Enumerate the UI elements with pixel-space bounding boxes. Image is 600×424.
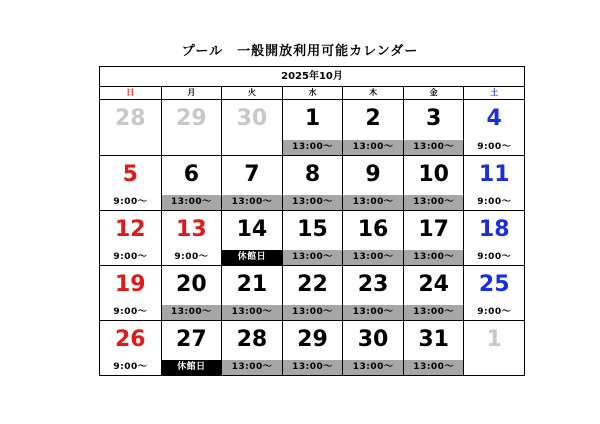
day-number: 5 [122, 162, 138, 187]
weekday-label: 金 [403, 87, 464, 99]
calendar-grid [100, 100, 524, 375]
day-number: 29 [176, 106, 207, 131]
weekday-label: 木 [342, 87, 403, 99]
closed-day-label: 休館日 [222, 250, 282, 265]
day-number: 17 [418, 217, 449, 242]
calendar-day-cell [161, 320, 222, 375]
calendar-day-cell [342, 320, 403, 375]
day-number: 28 [114, 106, 146, 131]
day-number: 7 [244, 162, 260, 187]
calendar-day-cell [403, 210, 464, 265]
day-number: 20 [176, 272, 207, 297]
calendar-day-cell [100, 320, 161, 375]
closed-day-label: 休館日 [162, 360, 222, 375]
day-number: 3 [425, 106, 442, 131]
day-number: 25 [478, 272, 510, 297]
open-time-label: 9:00～ [477, 307, 512, 317]
day-number: 1 [304, 106, 321, 131]
day-number: 24 [418, 272, 449, 297]
calendar-day-cell [282, 320, 343, 375]
calendar-day-cell [282, 100, 343, 155]
day-number: 16 [357, 217, 389, 242]
calendar-day-cell [221, 100, 282, 155]
day-number: 22 [297, 272, 328, 297]
calendar-day-cell [463, 100, 524, 155]
day-number: 10 [418, 162, 449, 187]
day-number: 2 [365, 106, 381, 131]
calendar-day-cell [342, 100, 403, 155]
calendar-day-cell [100, 210, 161, 265]
day-number: 4 [486, 106, 502, 131]
open-time-label: 13:00～ [343, 360, 403, 375]
calendar-day-cell [463, 155, 524, 210]
day-number: 14 [236, 217, 268, 242]
open-time-label: 13:00～ [283, 360, 343, 375]
day-number: 31 [418, 327, 449, 352]
day-number: 23 [357, 272, 389, 297]
calendar-day-cell [282, 210, 343, 265]
open-time-label: 13:00～ [404, 140, 464, 155]
day-number: 30 [357, 327, 389, 352]
open-time-label: 9:00～ [477, 197, 512, 207]
open-time-label: 9:00～ [113, 362, 148, 372]
weekday-label: 火 [221, 87, 282, 99]
calendar-day-cell [282, 265, 343, 320]
day-number: 11 [478, 162, 510, 187]
open-time-label: 13:00～ [404, 195, 464, 210]
calendar-day-cell [100, 100, 161, 155]
weekday-label: 月 [161, 87, 222, 99]
calendar-day-cell [161, 100, 222, 155]
open-time-label: 9:00～ [477, 142, 512, 152]
day-number: 21 [236, 272, 268, 297]
open-time-label: 13:00～ [283, 250, 343, 265]
calendar-day-cell [221, 155, 282, 210]
weekday-header-row [100, 87, 524, 100]
calendar-day-cell [463, 320, 524, 375]
open-time-label: 9:00～ [113, 307, 148, 317]
weekday-label: 水 [282, 87, 343, 99]
open-time-label: 13:00～ [404, 250, 464, 265]
day-number: 19 [114, 272, 146, 297]
open-time-label: 9:00～ [113, 252, 148, 262]
calendar-month-header: 2025年10月 [100, 67, 524, 87]
calendar-day-cell [100, 155, 161, 210]
calendar-day-cell [463, 210, 524, 265]
calendar-day-cell [342, 155, 403, 210]
calendar-day-cell [403, 100, 464, 155]
open-time-label: 13:00～ [283, 195, 343, 210]
calendar-day-cell [221, 320, 282, 375]
day-number: 12 [114, 217, 146, 242]
weekday-label: 日 [126, 88, 135, 97]
day-number: 6 [183, 162, 199, 187]
open-time-label: 13:00～ [162, 195, 222, 210]
open-time-label: 13:00～ [343, 140, 403, 155]
open-time-label: 13:00～ [404, 360, 464, 375]
calendar-day-cell [403, 155, 464, 210]
calendar-day-cell [282, 155, 343, 210]
page-title: プール 一般開放利用可能カレンダー [181, 44, 419, 59]
open-time-label: 13:00～ [283, 140, 343, 155]
open-time-label: 9:00～ [113, 197, 148, 207]
calendar-day-cell [463, 265, 524, 320]
day-number: 8 [304, 162, 321, 187]
calendar-day-cell [161, 265, 222, 320]
open-time-label: 13:00～ [404, 305, 464, 320]
day-number: 27 [176, 327, 207, 352]
day-number: 26 [114, 327, 146, 352]
day-number: 15 [297, 217, 328, 242]
day-number: 9 [365, 162, 381, 187]
day-number: 18 [478, 217, 510, 242]
open-time-label: 9:00～ [174, 252, 209, 262]
day-number: 13 [176, 217, 207, 242]
calendar-day-cell [342, 210, 403, 265]
open-time-label: 13:00～ [222, 305, 282, 320]
calendar-day-cell [221, 265, 282, 320]
open-time-label: 13:00～ [343, 305, 403, 320]
open-time-label: 13:00～ [343, 195, 403, 210]
open-time-label: 13:00～ [283, 305, 343, 320]
day-number: 30 [236, 106, 268, 131]
calendar-day-cell [161, 155, 222, 210]
open-time-label: 13:00～ [343, 250, 403, 265]
day-number: 28 [236, 327, 268, 352]
open-time-label: 13:00～ [222, 195, 282, 210]
open-time-label: 13:00～ [222, 360, 282, 375]
calendar-day-cell [403, 265, 464, 320]
day-number: 29 [297, 327, 328, 352]
calendar [99, 66, 525, 376]
weekday-label: 土 [463, 87, 524, 99]
calendar-day-cell [342, 265, 403, 320]
calendar-day-cell [221, 210, 282, 265]
calendar-day-cell [100, 265, 161, 320]
open-time-label: 9:00～ [477, 252, 512, 262]
open-time-label: 13:00～ [162, 305, 222, 320]
calendar-day-cell [403, 320, 464, 375]
day-number: 1 [486, 327, 502, 352]
calendar-day-cell [161, 210, 222, 265]
